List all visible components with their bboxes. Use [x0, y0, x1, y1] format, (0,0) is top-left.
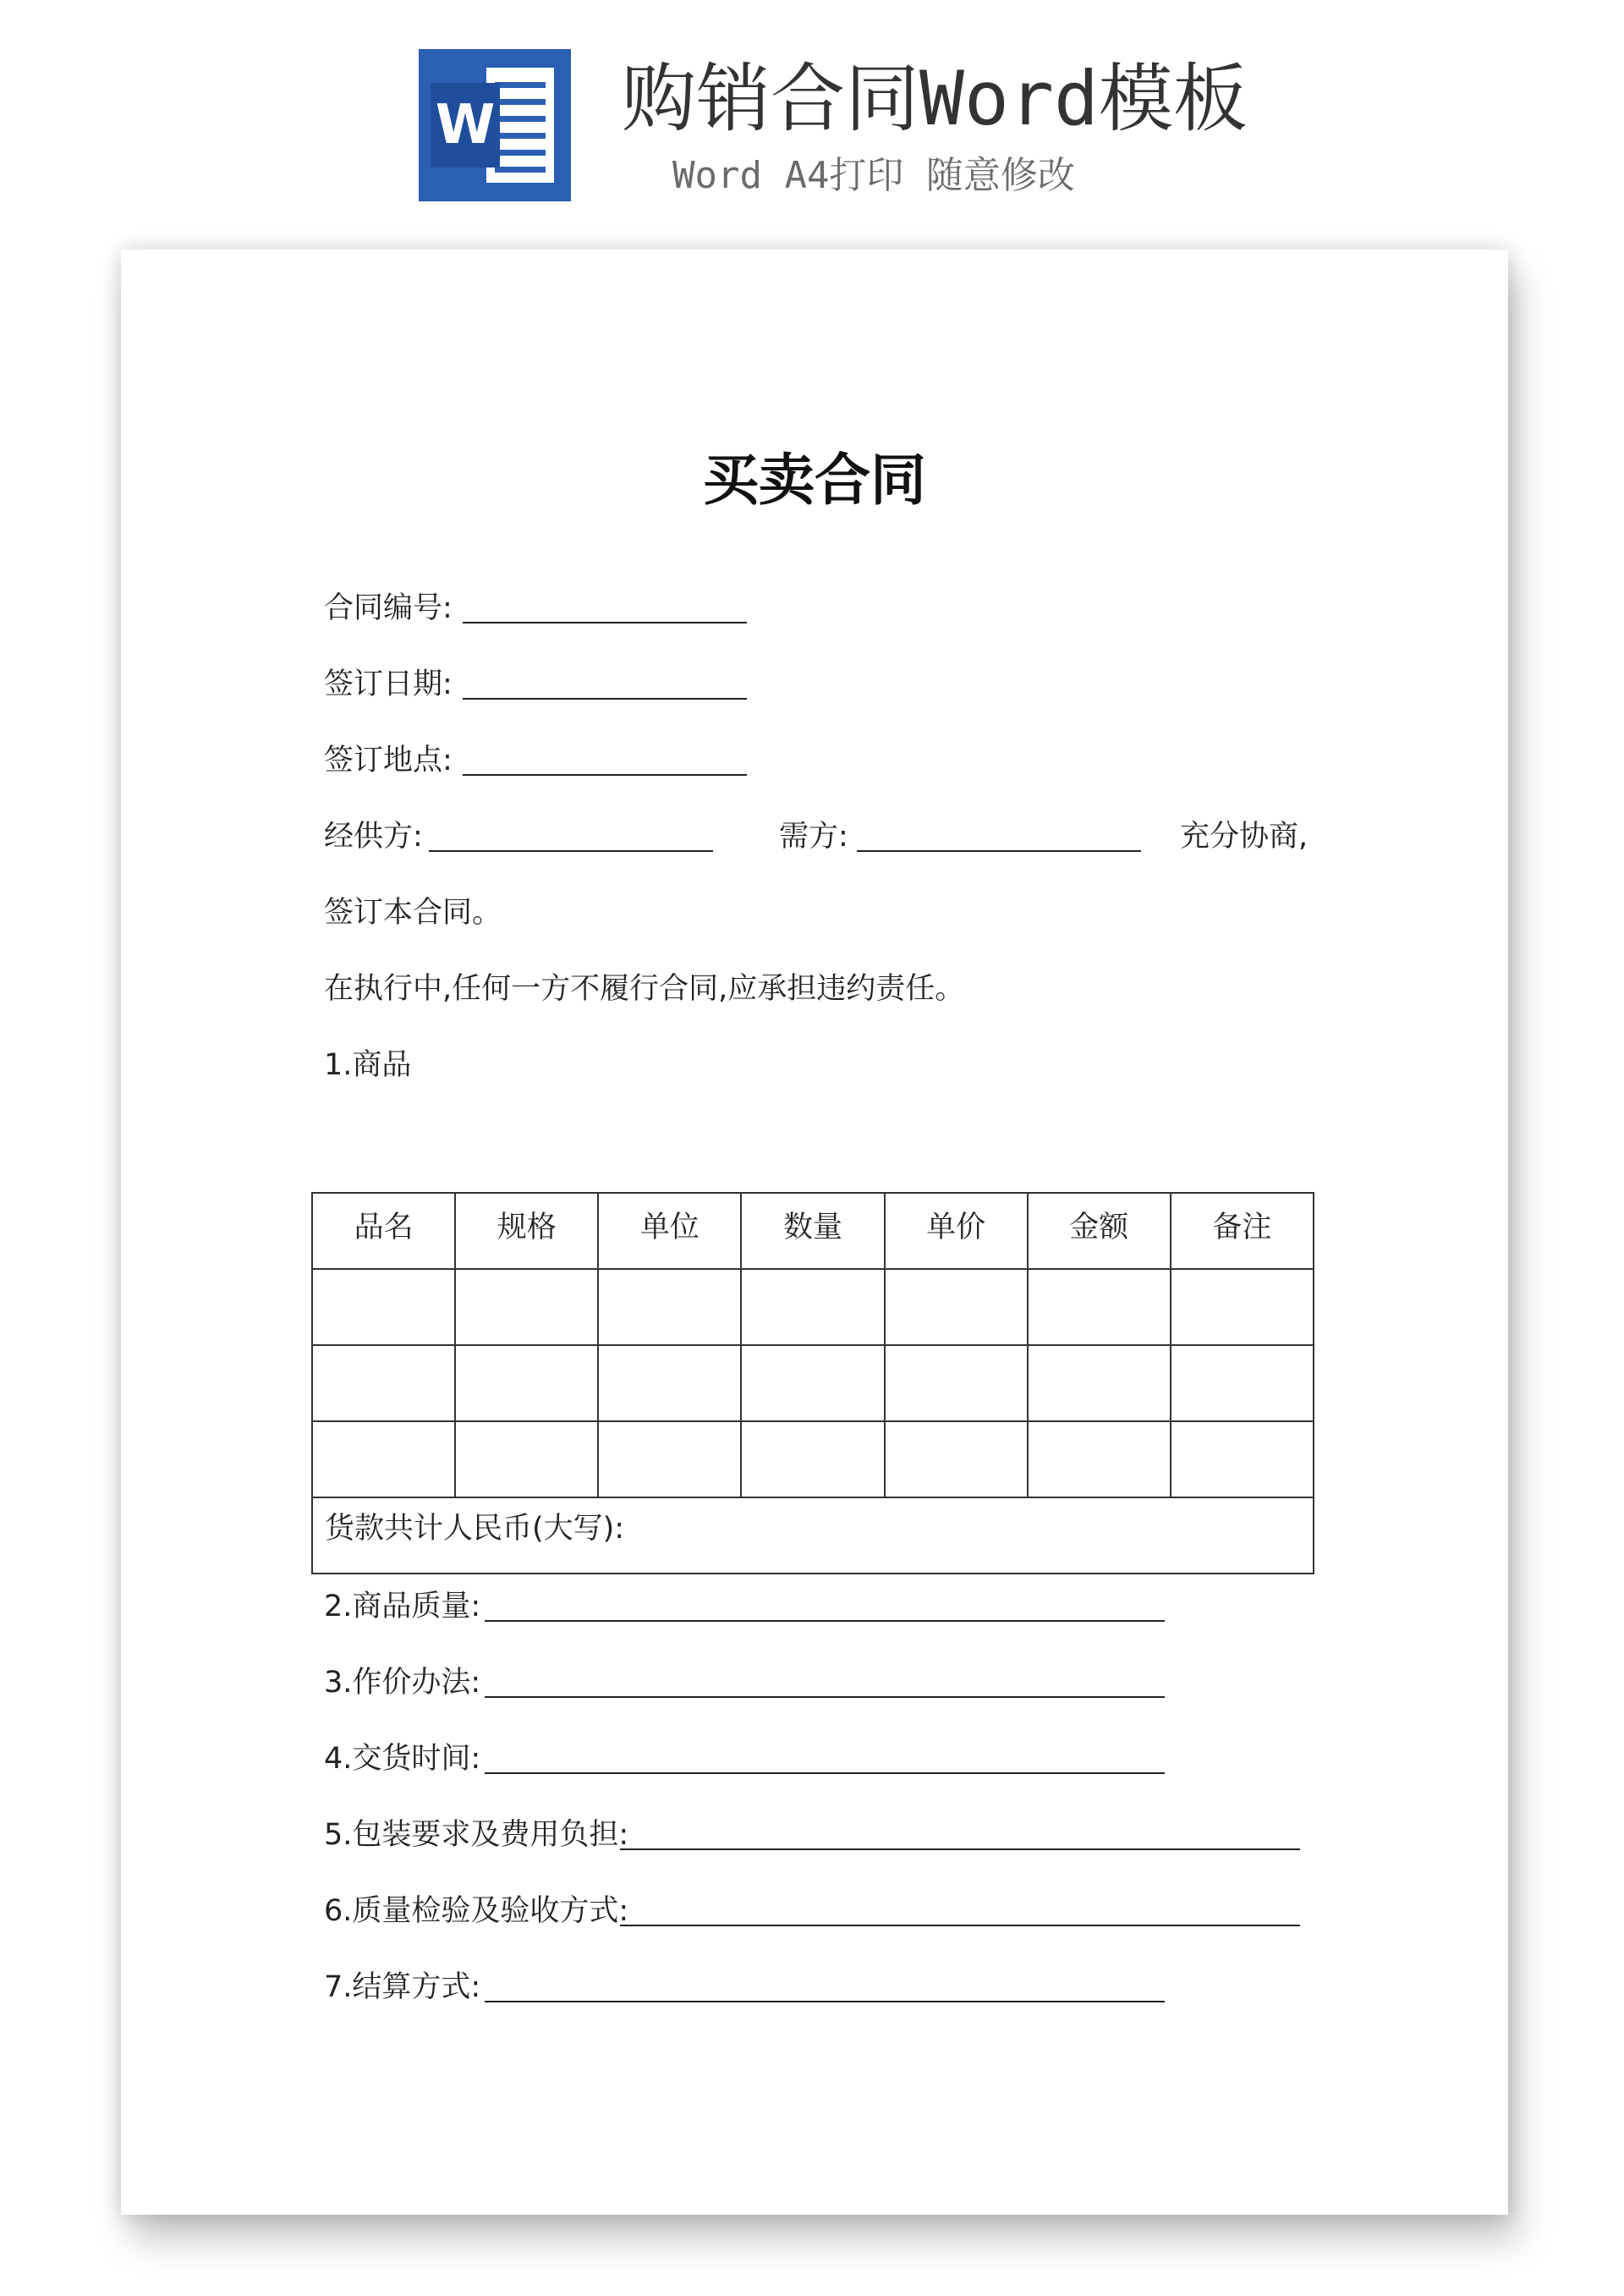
clause-packaging-label: 5.包装要求及费用负担: — [324, 1818, 629, 1852]
table-cell[interactable] — [455, 1269, 598, 1345]
buyer-field[interactable] — [857, 850, 1141, 852]
supplier-field[interactable] — [429, 850, 713, 852]
table-row — [312, 1345, 1314, 1421]
table-cell[interactable] — [741, 1269, 884, 1345]
table-cell[interactable] — [598, 1269, 741, 1345]
clause-delivery-field[interactable] — [485, 1772, 1165, 1774]
clause-quality-field[interactable] — [485, 1620, 1165, 1622]
contract-no-label: 合同编号: — [324, 591, 453, 625]
table-header-cell: 备注 — [1171, 1193, 1314, 1269]
liability-text: 在执行中,任何一方不履行合同,应承担违约责任。 — [324, 972, 965, 1006]
table-cell[interactable] — [1028, 1345, 1171, 1421]
clause-settlement-label: 7.结算方式: — [324, 1970, 481, 2004]
table-header-row — [312, 1193, 1314, 1269]
sign-place-field[interactable] — [463, 774, 747, 776]
section-goods-heading: 1.商品 — [324, 1048, 412, 1082]
clause-pricing-field[interactable] — [485, 1696, 1165, 1698]
document-page — [121, 250, 1508, 2215]
word-logo-icon — [419, 49, 571, 201]
table-cell[interactable] — [1171, 1345, 1314, 1421]
table-header-cell: 单价 — [885, 1193, 1028, 1269]
table-header-cell: 数量 — [741, 1193, 884, 1269]
banner-subtitle: Word A4打印 随意修改 — [672, 154, 1075, 197]
sign-place-label: 签订地点: — [324, 744, 453, 777]
table-cell[interactable] — [1028, 1421, 1171, 1497]
table-cell[interactable] — [598, 1421, 741, 1497]
clause-inspection-label: 6.质量检验及验收方式: — [324, 1894, 629, 1928]
table-cell[interactable] — [312, 1421, 455, 1497]
clause-pricing-label: 3.作价办法: — [324, 1666, 481, 1700]
table-header-cell: 规格 — [455, 1193, 598, 1269]
clause-packaging-field[interactable] — [620, 1848, 1300, 1850]
table-cell[interactable] — [455, 1345, 598, 1421]
clause-quality-label: 2.商品质量: — [324, 1590, 481, 1623]
table-cell[interactable] — [885, 1269, 1028, 1345]
table-row — [312, 1421, 1314, 1497]
supplier-label: 经供方: — [324, 820, 423, 854]
banner-title: 购销合同Word模板 — [622, 55, 1248, 142]
clause-settlement-field[interactable] — [485, 2001, 1165, 2002]
table-total-row — [312, 1497, 1314, 1574]
word-w-letter: W — [431, 83, 500, 168]
table-row — [312, 1269, 1314, 1345]
table-cell[interactable] — [312, 1269, 455, 1345]
buyer-label: 需方: — [779, 820, 848, 854]
table-cell[interactable] — [1171, 1421, 1314, 1497]
table-cell[interactable] — [741, 1345, 884, 1421]
table-cell[interactable] — [885, 1421, 1028, 1497]
sign-date-label: 签订日期: — [324, 667, 453, 701]
goods-table — [311, 1192, 1314, 1574]
clause-inspection-field[interactable] — [620, 1925, 1300, 1926]
table-cell[interactable] — [885, 1345, 1028, 1421]
total-amount-label[interactable]: 货款共计人民币(大写): — [312, 1497, 1314, 1574]
banner — [0, 0, 1624, 228]
sign-contract-text: 签订本合同。 — [324, 896, 502, 930]
table-cell[interactable] — [1171, 1269, 1314, 1345]
negotiation-text: 充分协商, — [1180, 820, 1309, 854]
clause-delivery-label: 4.交货时间: — [324, 1742, 481, 1776]
table-cell[interactable] — [598, 1345, 741, 1421]
sign-date-field[interactable] — [463, 698, 747, 700]
table-header-cell: 单位 — [598, 1193, 741, 1269]
table-cell[interactable] — [741, 1421, 884, 1497]
table-cell[interactable] — [1028, 1269, 1171, 1345]
table-header-cell: 金额 — [1028, 1193, 1171, 1269]
contract-no-field[interactable] — [463, 622, 747, 623]
table-header-cell: 品名 — [312, 1193, 455, 1269]
table-cell[interactable] — [455, 1421, 598, 1497]
table-cell[interactable] — [312, 1345, 455, 1421]
document-title: 买卖合同 — [703, 448, 926, 513]
